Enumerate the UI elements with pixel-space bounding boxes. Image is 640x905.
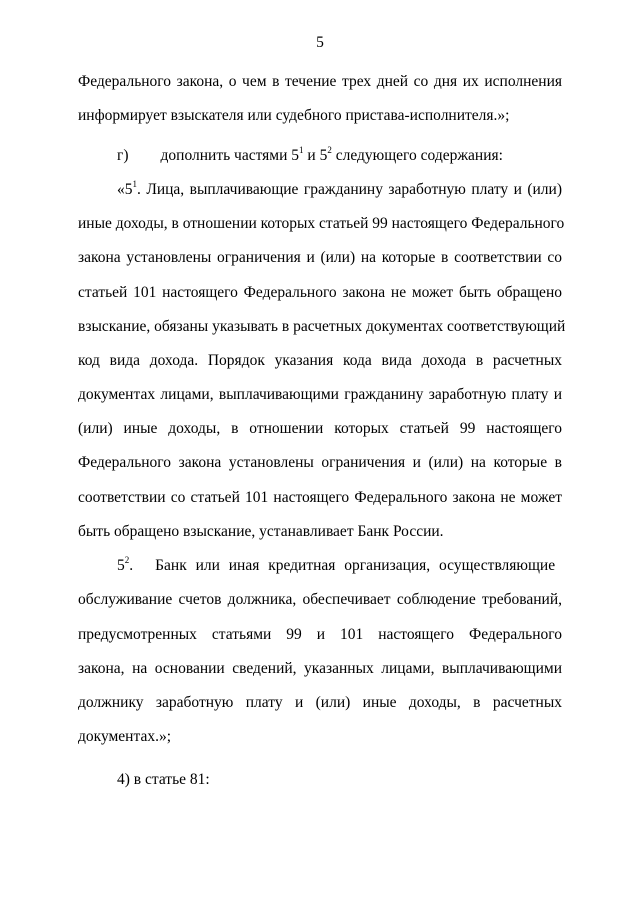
item-text: следующего содержания: [335, 147, 503, 164]
text-line: 4) в статье 81: [117, 771, 210, 788]
superscript: 1 [132, 178, 137, 189]
text-line: код вида дохода. Порядок указания кода вида дохода в расчетных [78, 352, 562, 369]
part-text: Банк или иная кредитная организация, осуществляющие [155, 557, 556, 574]
item-g-line [117, 146, 562, 166]
text-line: закона установлены ограничения и (или) на которые в соответствии со [78, 249, 562, 266]
page-number: 5 [316, 34, 324, 51]
text-line: должнику заработную плату и (или) иные доходы, в расчетных [78, 694, 562, 711]
part-number: «5 [117, 181, 133, 198]
text-line: предусмотренных статьями 99 и 101 настоящего Федерального [78, 626, 562, 643]
part-5-1-heading-line [117, 180, 562, 200]
item-text: дополнить частями 5 [160, 147, 300, 164]
part-text: . Лица, выплачивающие гражданину заработную плату и (или) [137, 181, 562, 198]
text-line: документах лицами, выплачивающими гражданину заработную плату и [78, 386, 562, 403]
item-letter: г) [117, 147, 129, 164]
text-line: иные доходы, в отношении которых статьей 99 настоящего Федерального [78, 215, 565, 232]
text-line: быть обращено взыскание, устанавливает Банк России. [78, 523, 444, 540]
superscript: 2 [124, 554, 130, 565]
text-line: информирует взыскателя или судебного пристава-исполнителя.»; [78, 107, 510, 124]
part-5-2-heading-line [117, 556, 562, 576]
text-line: документах.»; [78, 728, 171, 745]
text-line: Федерального закона, о чем в течение трех дней со дня их исполнения [78, 73, 562, 90]
item-text: и 5 [307, 147, 328, 164]
text-line: статьей 101 настоящего Федерального закона не может быть обращено [78, 284, 562, 301]
superscript: 1 [299, 144, 304, 155]
text-line: обслуживание счетов должника, обеспечивает соблюдение требований, [78, 591, 562, 608]
text-line: Федерального закона установлены ограничения и (или) на которые в [78, 454, 562, 471]
part-number: . [129, 557, 134, 574]
text-line: взыскание, обязаны указывать в расчетных документах соответствующий [78, 318, 566, 335]
text-line: соответствии со статьей 101 настоящего Федерального закона не может [78, 489, 562, 506]
superscript: 2 [327, 144, 332, 155]
text-line: закона, на основании сведений, указанных лицами, выплачивающими [78, 660, 562, 677]
part-number: 5 [117, 557, 125, 574]
text-line: (или) иные доходы, в отношении которых статьей 99 настоящего [78, 420, 562, 437]
